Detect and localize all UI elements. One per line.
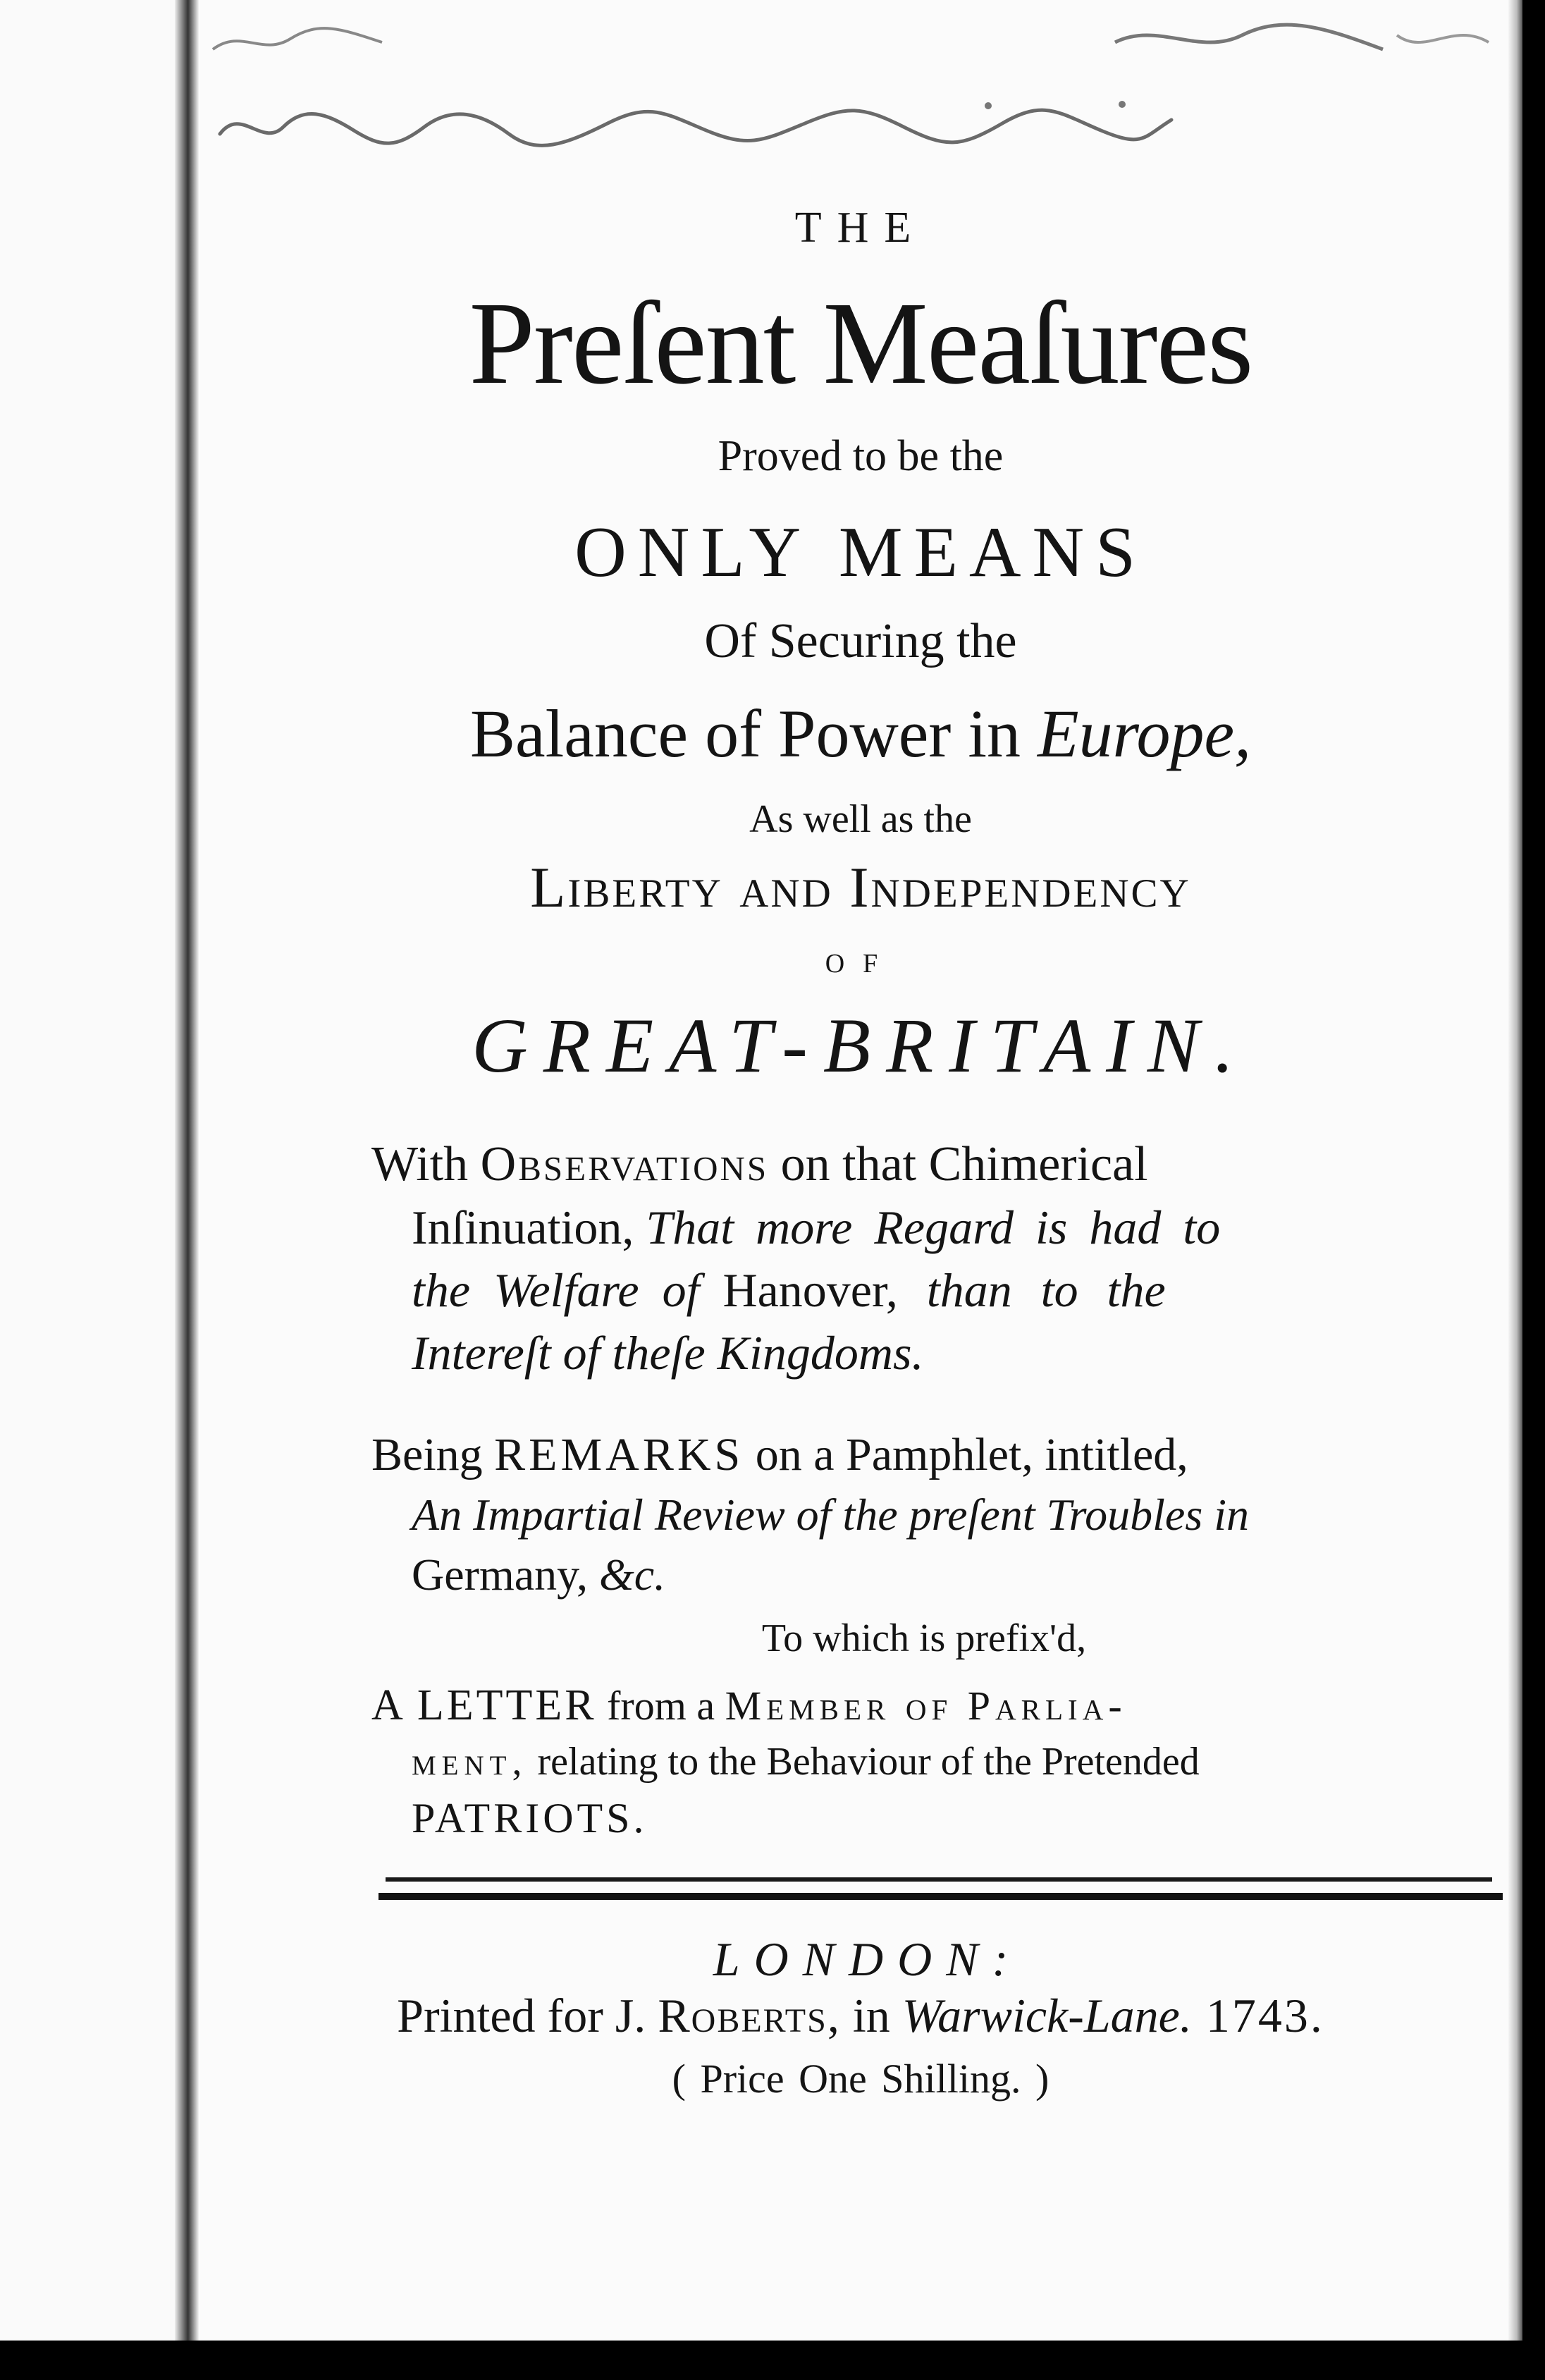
subtitle-liberty: Liberty and Independency (530, 855, 1191, 919)
imprint-price: ( Price One Shilling. ) (672, 2056, 1050, 2102)
remarks-line-1 (371, 1424, 1188, 1486)
prefix-relating: relating to the Behaviour of the Pretended (527, 1740, 1200, 1784)
imprint-year: 1743. (1191, 1989, 1324, 2042)
facing-page (0, 0, 187, 2341)
remarks-etc: &c. (598, 1550, 666, 1600)
prefix-member: Member of Parlia- (725, 1683, 1127, 1729)
prefix-line-3: PATRIOTS. (412, 1795, 648, 1841)
obs-welfare: the Welfare of (412, 1263, 723, 1317)
remarks-line-3 (412, 1544, 665, 1606)
prefix-ment: ment, (412, 1740, 528, 1784)
main-title: Preſent Meaſures (469, 278, 1252, 409)
subtitle-of-securing: Of Securing the (704, 614, 1017, 668)
remarks-being: Being (371, 1429, 495, 1480)
obs-regard: That more Regard is had to (646, 1201, 1221, 1254)
great-britain: GREAT-BRITAIN. (472, 1002, 1250, 1088)
balance-text: Balance of Power in (469, 696, 1038, 771)
prefix-a-letter: A LETTER (371, 1681, 597, 1729)
remarks-remarks: REMARKS (494, 1429, 744, 1480)
imprint-london: LONDON: (713, 1932, 1023, 1986)
remarks-germany: Germany, (412, 1550, 599, 1600)
observations-line-2 (412, 1196, 1220, 1258)
obs-than: than to the (897, 1263, 1166, 1317)
prefix-from: from a (596, 1683, 725, 1729)
title-the: THE (794, 204, 927, 252)
manuscript-top-marks (199, 0, 1522, 70)
europe-text: Europe, (1038, 696, 1252, 771)
subtitle-only-means: ONLY MEANS (574, 513, 1147, 592)
manuscript-inscription (213, 85, 1186, 162)
imprint-in: in (840, 1989, 902, 2042)
subtitle-balance (199, 694, 1522, 773)
observations-line-4: Intereſt of theſe Kingdoms. (412, 1326, 924, 1380)
subtitle-of: OF (825, 949, 897, 979)
title-page (199, 0, 1522, 2341)
prefix-line-1 (371, 1674, 1127, 1737)
remarks-pamphlet: on a Pamphlet, intitled, (744, 1429, 1188, 1480)
imprint-printed (199, 1988, 1522, 2044)
observations-line-3 (412, 1259, 1166, 1321)
divider-thick (378, 1893, 1503, 1900)
obs-chimerical: on that Chimerical (768, 1137, 1148, 1191)
subtitle-proved: Proved to be the (718, 432, 1004, 480)
divider-thin (386, 1877, 1492, 1882)
prefix-line-2 (412, 1731, 1200, 1793)
obs-observations: Observations (480, 1137, 769, 1191)
page-edge (1508, 0, 1522, 2341)
imprint-printed-for: Printed for J. (397, 1989, 658, 2042)
imprint-warwick-lane: Warwick-Lane. (901, 1989, 1192, 2042)
prefix-to-which: To which is prefix'd, (761, 1617, 1087, 1660)
imprint-roberts: Roberts, (658, 1989, 841, 2042)
remarks-line-2: An Impartial Review of the preſent Troubles in (412, 1490, 1249, 1540)
obs-with: With (371, 1137, 481, 1191)
book-gutter (175, 0, 199, 2341)
scan-border-bottom (0, 2341, 1545, 2380)
observations-line-1 (371, 1134, 1148, 1196)
subtitle-as-well: As well as the (749, 797, 972, 841)
obs-hanover: Hanover, (722, 1263, 898, 1317)
obs-insinuation: Inſinuation, (412, 1201, 646, 1254)
